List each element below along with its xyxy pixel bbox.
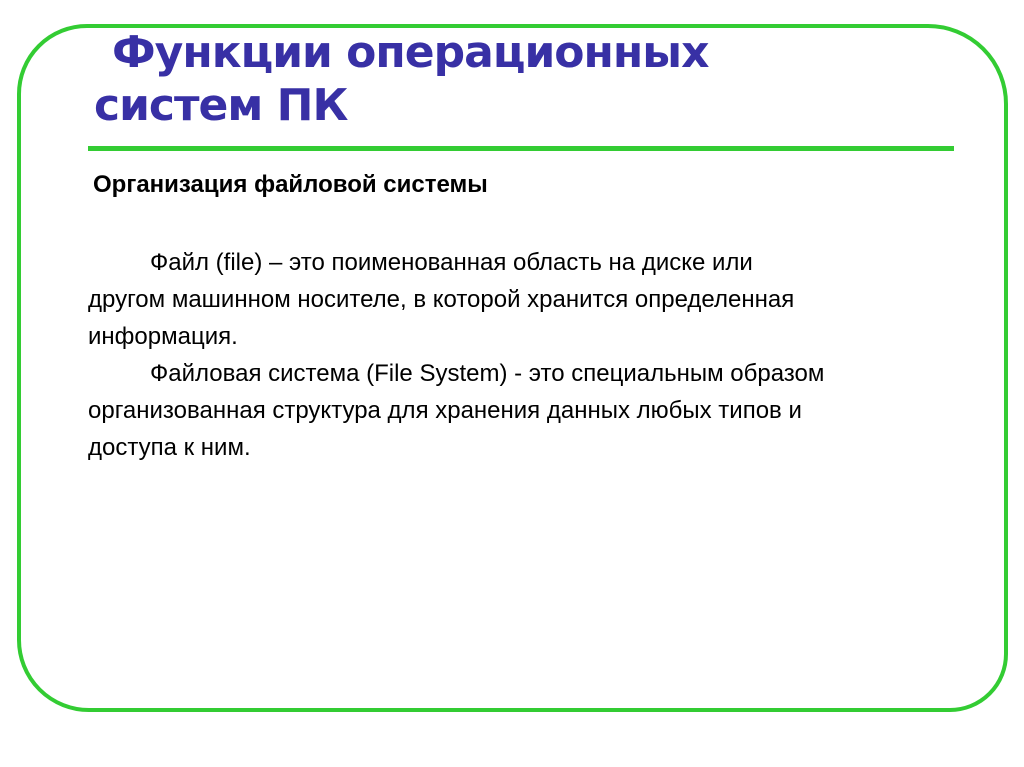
slide-body	[88, 244, 958, 466]
text-line: другом машинном носителе, в которой хранится определенная	[88, 286, 795, 313]
slide-title-line-2: систем ПК	[94, 80, 348, 131]
text-line: доступа к ним.	[88, 434, 251, 461]
slide-title	[94, 26, 974, 132]
title-underline-rule	[88, 146, 954, 151]
slide-title-line-1: Функции операционных	[112, 27, 709, 78]
text-line: Файл (file) – это поименованная область на диске или	[150, 249, 753, 276]
text-line: информация.	[88, 323, 238, 350]
paragraph-filesystem-definition	[88, 355, 958, 466]
slide-subtitle: Организация файловой системы	[93, 171, 488, 198]
text-line: Файловая система (File System) - это специальным образом	[150, 360, 825, 387]
paragraph-file-definition	[88, 244, 958, 355]
text-line: организованная структура для хранения данных любых типов и	[88, 397, 802, 424]
